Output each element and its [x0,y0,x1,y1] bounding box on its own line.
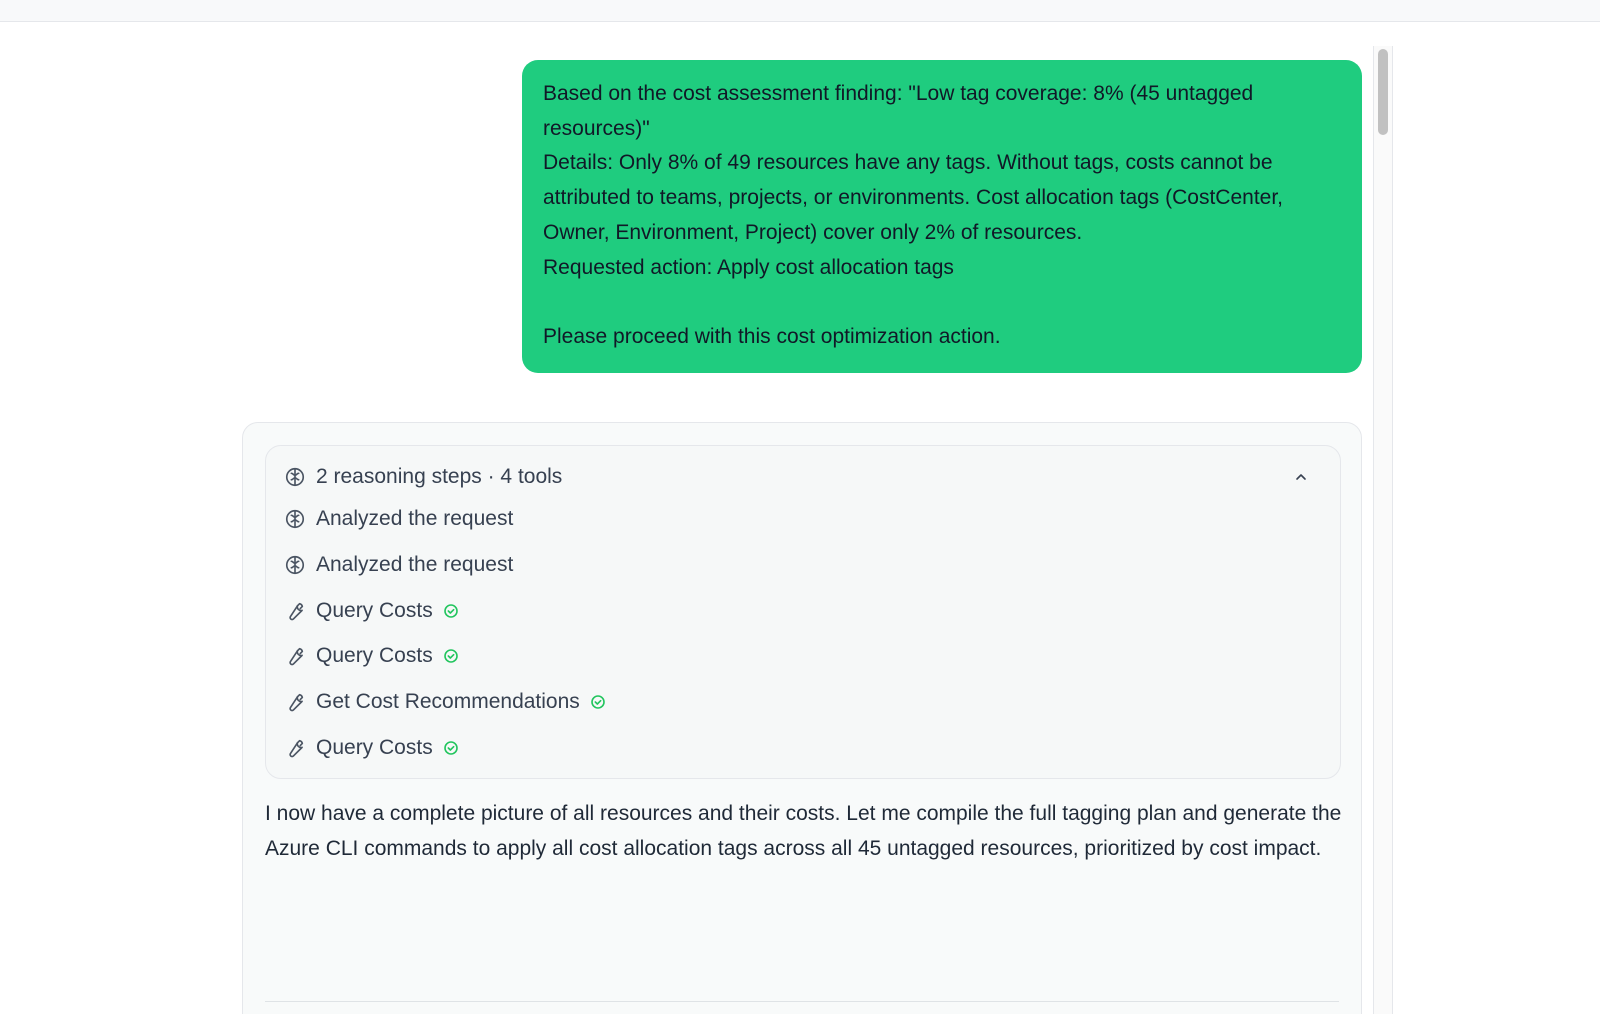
reasoning-step [284,502,513,536]
assistant-message-card [242,422,1362,1014]
step-label: Query Costs [316,736,433,759]
wrench-icon [284,600,306,622]
tool-step [284,685,606,719]
wrench-icon [284,691,306,713]
user-message-bubble [522,60,1362,373]
user-message-line: Based on the cost assessment finding: "Low tag coverage: 8% (45 untagged resources)" [543,82,1254,140]
step-label: Query Costs [316,599,433,622]
paragraph-gap [543,285,1341,320]
collapse-button[interactable] [1288,464,1314,490]
check-circle-icon [443,603,459,619]
reasoning-step [284,548,513,582]
step-label: Query Costs [316,644,433,667]
step-label: Analyzed the request [316,553,514,576]
wrench-icon [284,737,306,759]
assistant-message-text: I now have a complete picture of all resources and their costs. Let me compile the full tagging plan and generate the Azure CLI commands to apply all cost allocation tags across all 45 untagged resources, prioritized by cost impact. [265,802,1342,860]
check-circle-icon [443,648,459,664]
chat-area [0,22,1373,1014]
check-circle-icon [443,740,459,756]
reasoning-summary-header[interactable] [284,460,1324,494]
tool-step [284,639,459,673]
scrollbar-thumb[interactable] [1378,49,1388,135]
user-message-line: Details: Only 8% of 49 resources have any tags. Without tags, costs cannot be attributed to teams, projects, or environments. Cost allocation tags (CostCenter, Owner, Environment, Project) cover only 2% of resources. [543,151,1284,244]
brain-icon [284,554,306,576]
top-bar [0,0,1600,22]
tool-step [284,594,459,628]
user-message-line: Please proceed with this cost optimization action. [543,324,1001,348]
reasoning-panel [265,445,1341,779]
step-label: Get Cost Recommendations [316,690,580,713]
divider [265,1001,1339,1002]
scrollbar[interactable] [1373,46,1393,1014]
wrench-icon [284,645,306,667]
chevron-up-icon [1293,469,1309,485]
tool-step [284,731,459,765]
brain-icon [284,466,306,488]
reasoning-summary: 2 reasoning steps · 4 tools [316,465,563,488]
step-label: Analyzed the request [316,507,514,530]
brain-icon [284,508,306,530]
user-message-line: Requested action: Apply cost allocation tags [543,255,954,279]
check-circle-icon [590,694,606,710]
